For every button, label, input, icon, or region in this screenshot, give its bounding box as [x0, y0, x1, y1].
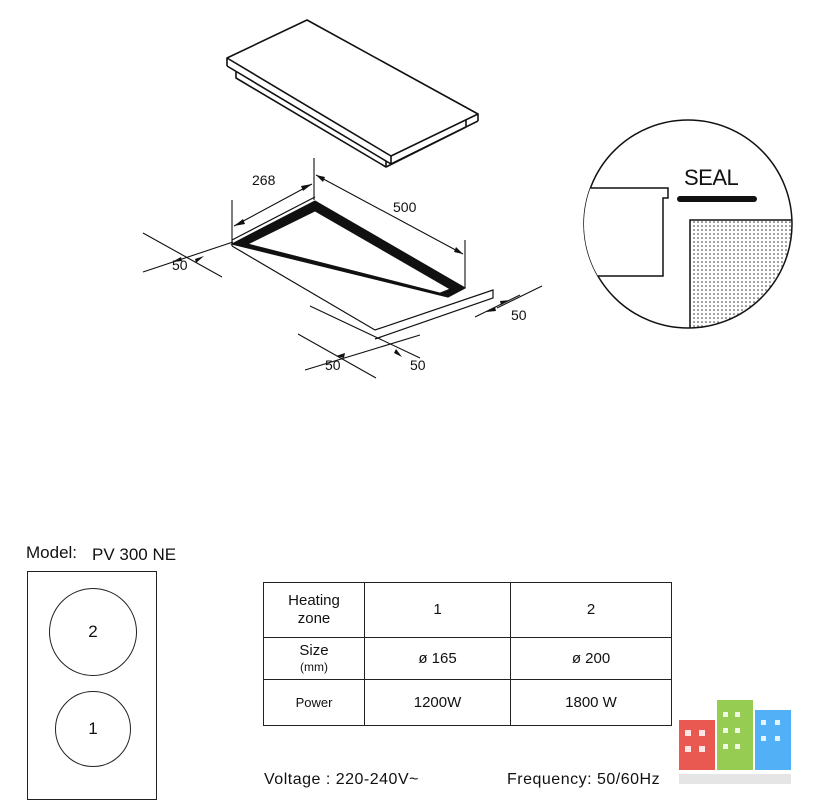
- row-header-size: [264, 638, 365, 680]
- cell-size-b: ø 200: [511, 638, 672, 680]
- specification-table: [263, 582, 672, 726]
- cooking-zone-2: [49, 588, 137, 676]
- cooking-zone-1: [55, 691, 131, 767]
- dim-label-width: 268: [252, 172, 276, 188]
- cell-zone-a: 1: [365, 583, 511, 638]
- cell-zone-b: 2: [511, 583, 672, 638]
- table-row: [264, 680, 672, 726]
- seal-strip: [677, 196, 757, 202]
- seal-detail: [584, 120, 810, 330]
- zone-number: 1: [88, 719, 98, 738]
- model-value: PV 300 NE: [92, 545, 177, 564]
- building-logo-watermark: [679, 700, 795, 800]
- dim-label-right-margin: 50: [511, 307, 527, 323]
- header-line: Size: [299, 642, 329, 660]
- cell-size-a: ø 165: [365, 638, 511, 680]
- dim-line-50-left: [143, 242, 233, 272]
- hob-appliance: [227, 20, 478, 167]
- row-header-power: Power: [264, 680, 365, 726]
- frequency-text: Frequency: 50/60Hz: [507, 771, 661, 788]
- countertop-cutout: [232, 197, 493, 339]
- dim-label-left-margin: 50: [172, 257, 188, 273]
- row-header-heating-zone: [264, 583, 365, 638]
- cell-power-a: 1200W: [365, 680, 511, 726]
- zone-number: 2: [88, 622, 98, 641]
- dim-label-front-margin-a: 50: [325, 357, 341, 373]
- table-row: [264, 638, 672, 680]
- header-line: zone: [297, 610, 331, 627]
- dim-line-50-right: [497, 286, 542, 308]
- unit-label: (mm): [300, 660, 328, 675]
- header-line: Heating: [288, 592, 340, 609]
- dim-label-front-margin-b: 50: [410, 357, 426, 373]
- seal-label: SEAL: [684, 165, 739, 190]
- model-label: Model:: [26, 543, 78, 562]
- cell-power-b: 1800 W: [511, 680, 672, 726]
- voltage-text: Voltage : 220-240V~: [264, 771, 419, 788]
- cooking-zone-layout: [27, 571, 157, 800]
- dim-label-length: 500: [393, 199, 417, 215]
- table-row: [264, 583, 672, 638]
